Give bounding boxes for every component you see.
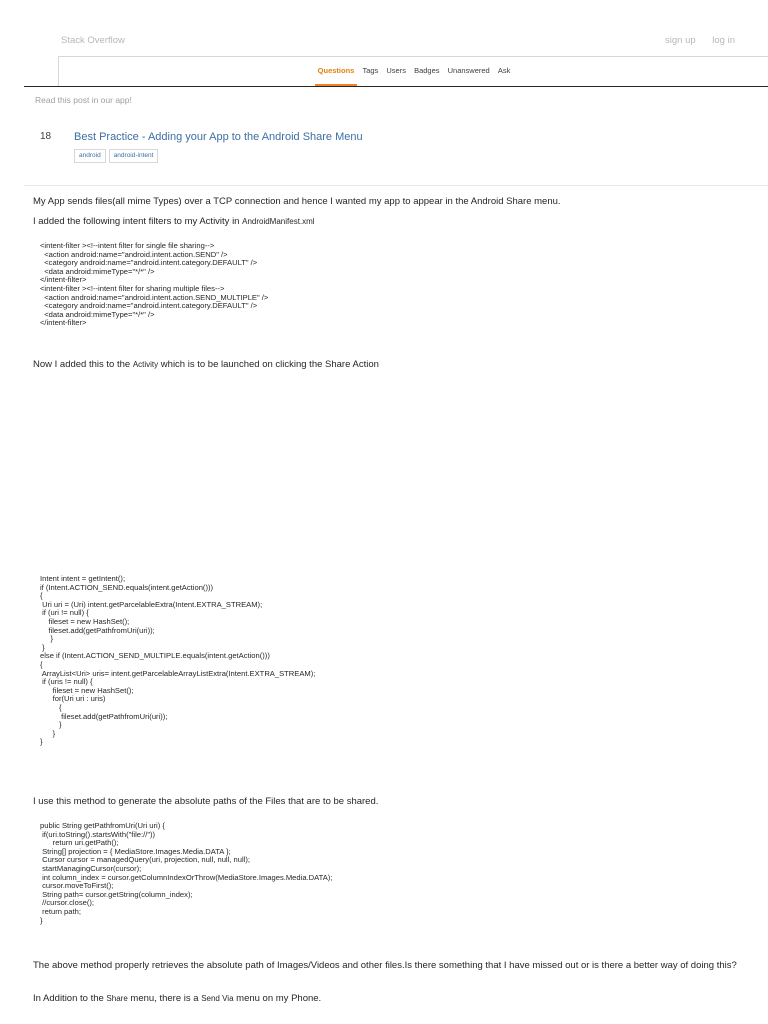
vote-count: 18	[40, 131, 52, 142]
auth-links	[651, 35, 735, 46]
nav-ask[interactable]: Ask	[497, 66, 511, 75]
app-notice-link[interactable]: Read this post in our app!	[35, 95, 132, 105]
code-block-intent-filters: <intent-filter ><!--intent filter for single file sharing--> <action android:name="android.intent.action.SEND" /> <category android:name="android.intent.category.DEFAULT" /> <data android:mimeType="*/*" /> </intent-filter> <intent-filter ><!--intent filter for sharing multiple files--> <action android:name="android.intent.action.SEND_MULTIPLE" /> <category android:name="android.intent.category.DEFAULT" /> <data android:mimeType="*/*" /> </intent-filter>	[40, 241, 269, 328]
question-tags	[74, 149, 161, 163]
nav-divider	[24, 86, 768, 87]
paragraph-text: In Addition to the	[33, 993, 107, 1004]
main-nav-bar	[58, 56, 768, 87]
nav-tags[interactable]: Tags	[362, 66, 379, 75]
nav-questions[interactable]: Questions	[317, 66, 355, 75]
body-paragraph-1: My App sends files(all mime Types) over a TCP connection and hence I wanted my app to appear in the Android Share menu.	[33, 196, 561, 207]
body-paragraph-2	[33, 216, 743, 228]
tag-android[interactable]: android	[74, 149, 106, 163]
sign-up-link[interactable]: sign up	[665, 35, 696, 46]
log-in-link[interactable]: log in	[712, 35, 735, 46]
body-paragraph-3	[33, 359, 743, 371]
body-paragraph-5: The above method properly retrieves the absolute path of Images/Videos and other files.Is there something that I have missed out or is there a better way of doing this?	[33, 960, 737, 971]
tag-android-intent[interactable]: android-intent	[109, 149, 159, 163]
nav-badges[interactable]: Badges	[414, 66, 440, 75]
inline-code-share: Share	[106, 994, 128, 1003]
top-bar	[0, 0, 768, 56]
nav-unanswered[interactable]: Unanswered	[447, 66, 490, 75]
inline-code-send-via: Send Via	[201, 994, 234, 1003]
inline-code-manifest: AndroidManifest.xml	[242, 217, 315, 226]
paragraph-text: menu, there is a	[127, 993, 202, 1004]
main-nav	[59, 66, 768, 75]
code-block-intent-handling: Intent intent = getIntent(); if (Intent.ACTION_SEND.equals(intent.getAction())) { Uri uri = (Uri) intent.getParcelableExtra(Intent.EXTRA_STREAM); if (uri != null) { fileset = new HashSet(); fileset.add(getPathfromUri(uri)); } } else if (Intent.ACTION_SEND_MULTIPLE.equals(intent.getAction())) { ArrayList<Uri> uris= intent.getParcelableArrayListExtra(Intent.EXTRA_STREAM); if (uris != null) { fileset = new HashSet(); for(Uri uri : uris) { fileset.add(getPathfromUri(uri)); } } }	[40, 574, 316, 747]
body-paragraph-6	[33, 993, 743, 1005]
nav-users[interactable]: Users	[386, 66, 406, 75]
body-paragraph-4: I use this method to generate the absolute paths of the Files that are to be shared.	[33, 796, 379, 807]
section-divider	[24, 185, 768, 186]
site-logo[interactable]: Stack Overflow	[61, 35, 125, 46]
code-block-get-path: public String getPathfromUri(Uri uri) { if(uri.toString().startsWith("file://")) return uri.getPath(); String[] projection = { MediaStore.Images.Media.DATA }; Cursor cursor = managedQuery(uri, projection, null, null, null); startManagingCursor(cursor); int column_index = cursor.getColumnIndexOrThrow(MediaStore.Images.Media.DATA); cursor.moveToFirst(); String path= cursor.getString(column_index); //cursor.close(); return path; }	[40, 821, 333, 925]
paragraph-text: menu on my Phone.	[233, 993, 322, 1004]
paragraph-text: which is to be launched on clicking the Share Action	[158, 359, 379, 370]
paragraph-text: Now I added this to the	[33, 359, 133, 370]
question-title[interactable]: Best Practice - Adding your App to the Android Share Menu	[74, 131, 363, 143]
inline-code-activity: Activity	[132, 360, 159, 369]
paragraph-text: I added the following intent filters to my Activity in	[33, 216, 243, 227]
